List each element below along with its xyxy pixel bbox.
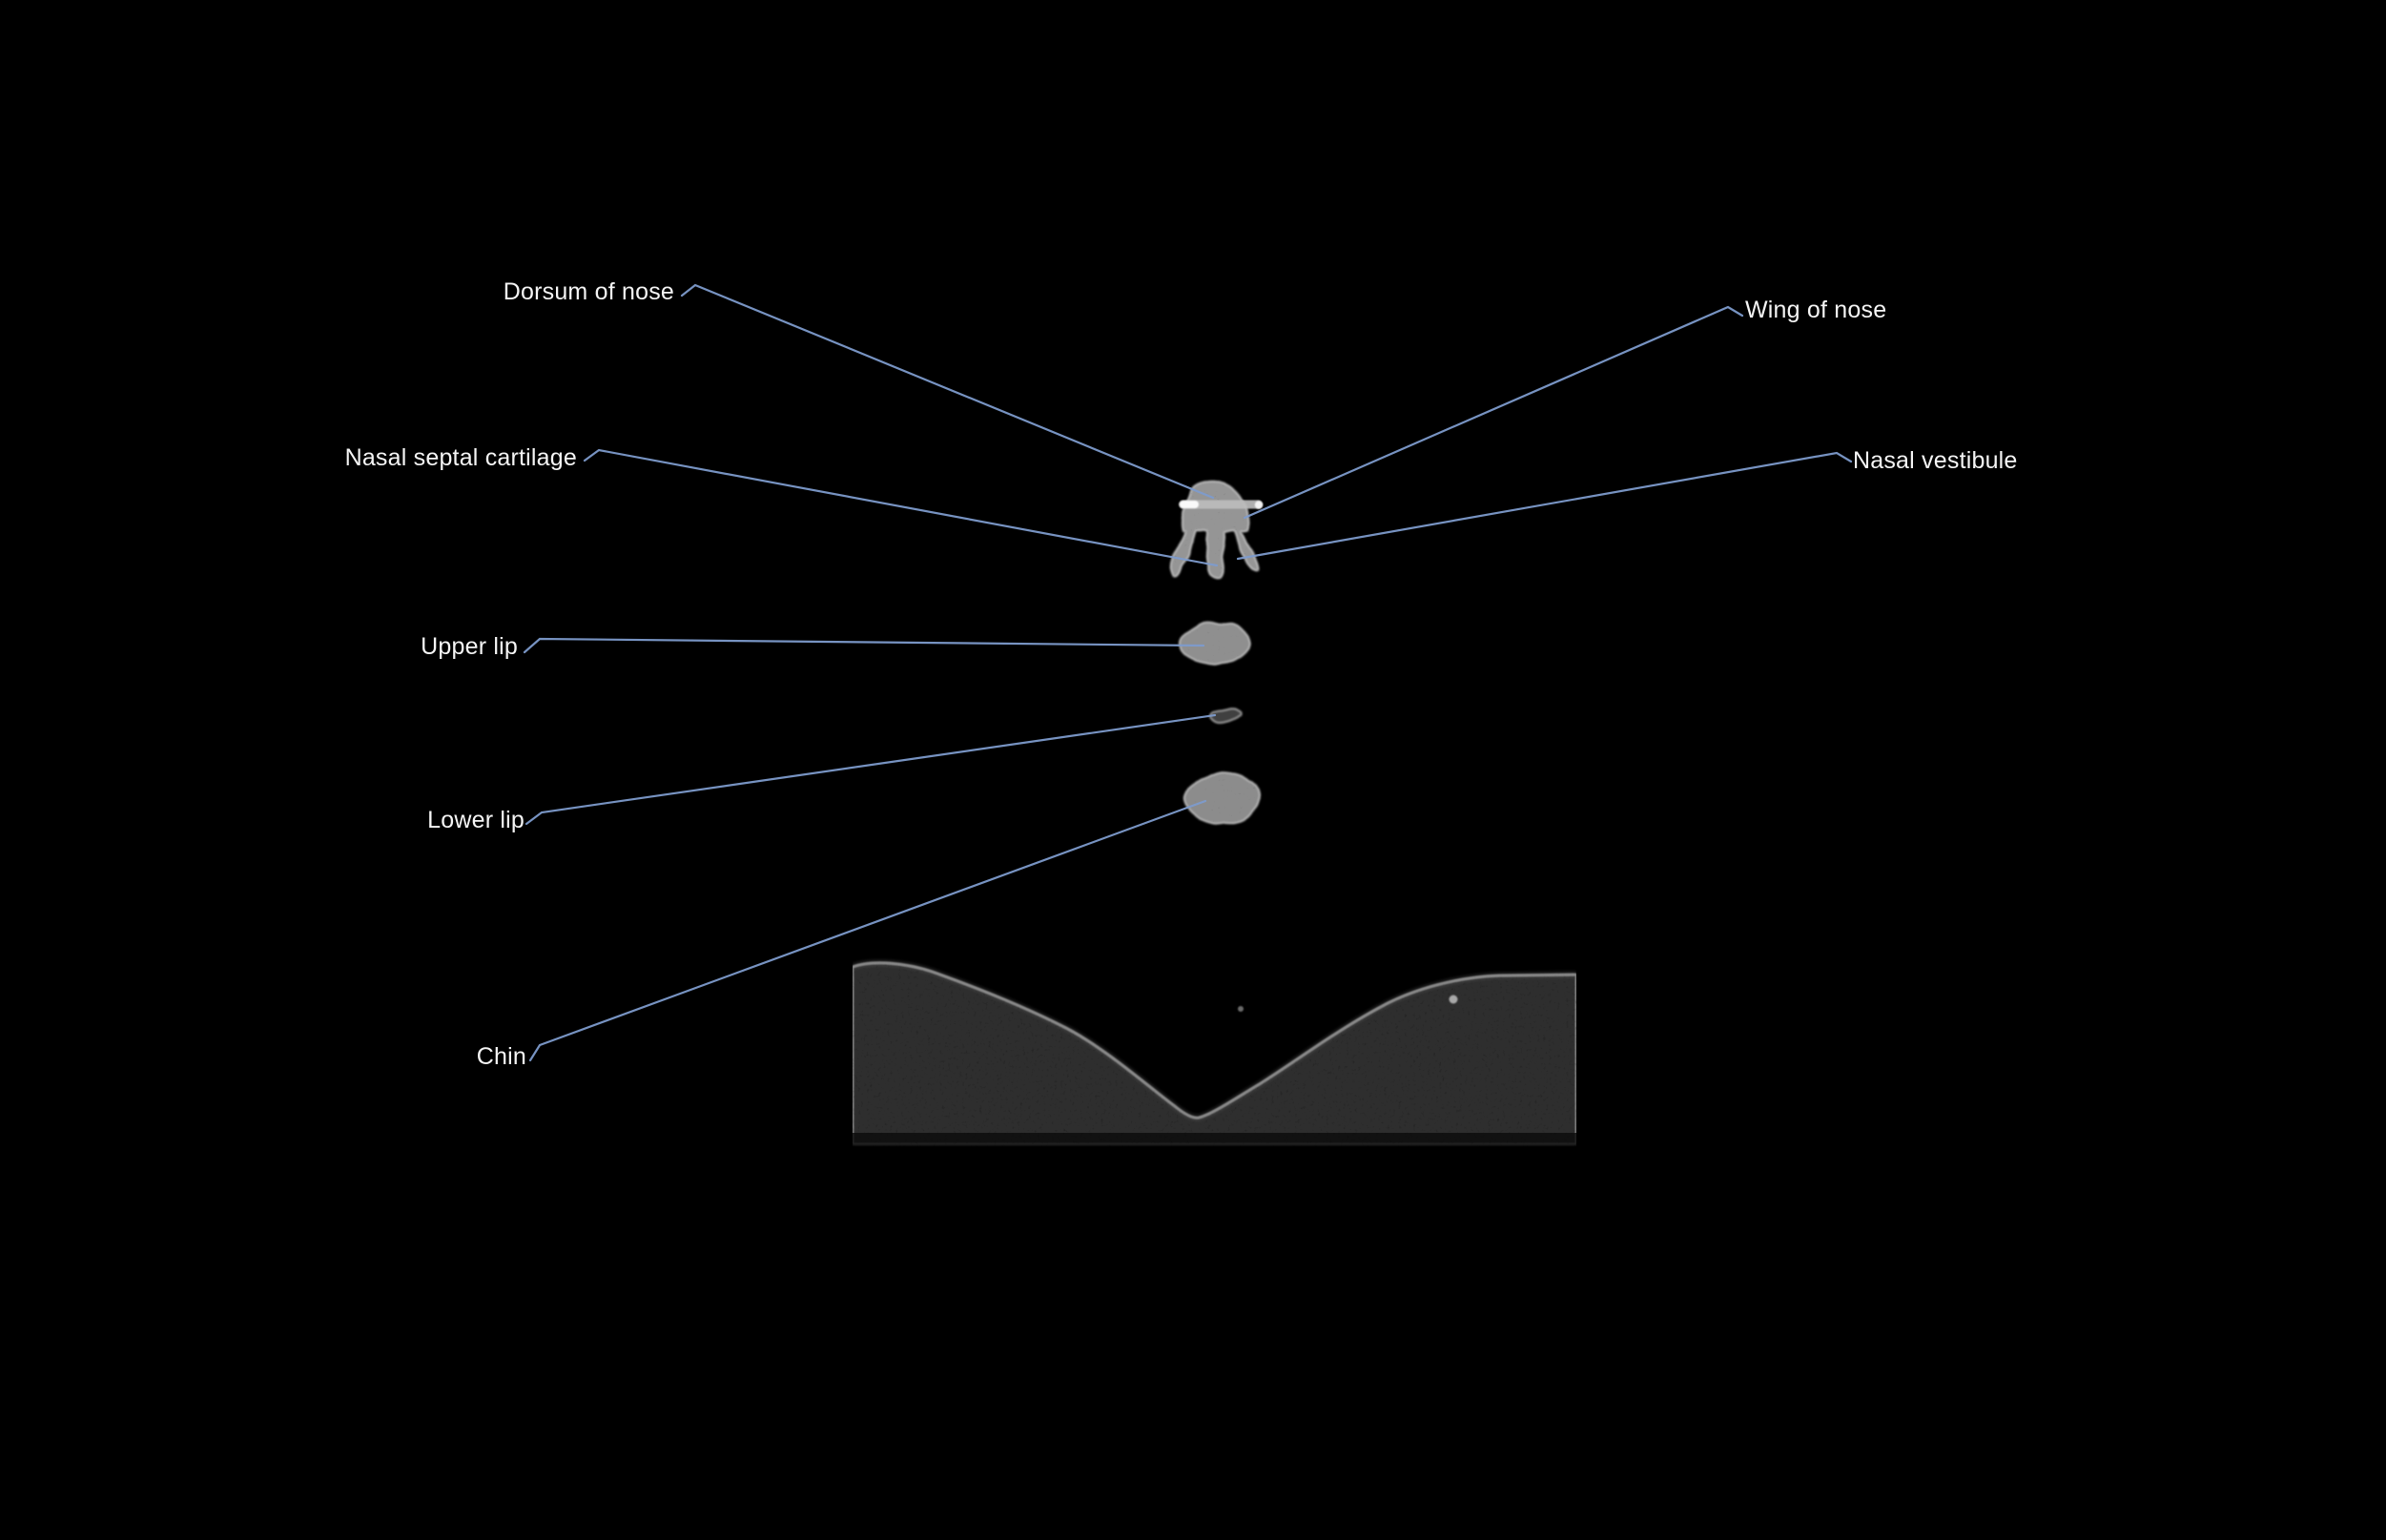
label-nasal-vestibule: Nasal vestibule — [1853, 447, 2018, 474]
leader-line-wing-of-nose — [1244, 307, 1742, 518]
label-upper-lip: Upper lip — [421, 633, 518, 660]
leader-line-upper-lip — [525, 639, 1203, 652]
label-nasal-septal-cartilage: Nasal septal cartilage — [344, 444, 577, 471]
ct-nose-septum-column — [1206, 525, 1224, 577]
leader-line-dorsum-of-nose — [682, 285, 1213, 498]
ct-band-faint-speck — [1238, 1006, 1244, 1012]
ct-band-bottom-strip — [853, 1133, 1576, 1146]
ct-nose-bright-dot — [1255, 501, 1263, 508]
ct-upper-lip-section — [1182, 623, 1250, 665]
ct-lower-band — [853, 963, 1576, 1146]
ct-nose-bright-bar-highlight — [1180, 501, 1199, 508]
label-wing-of-nose: Wing of nose — [1745, 297, 1887, 323]
ct-nose-tip-cross-section — [1171, 481, 1263, 578]
ct-band-bright-speck — [1450, 996, 1458, 1004]
label-lower-lip: Lower lip — [427, 807, 525, 833]
leader-lines — [525, 285, 1851, 1060]
leader-line-nasal-septal-cartilage — [585, 450, 1217, 565]
label-dorsum-of-nose: Dorsum of nose — [503, 278, 674, 305]
ct-chin-section — [1185, 772, 1260, 824]
ct-band-tissue — [853, 963, 1576, 1144]
label-chin: Chin — [476, 1043, 526, 1070]
leader-line-nasal-vestibule — [1238, 453, 1851, 559]
leader-line-lower-lip — [526, 715, 1215, 824]
ct-nose-left-wing — [1171, 524, 1198, 576]
